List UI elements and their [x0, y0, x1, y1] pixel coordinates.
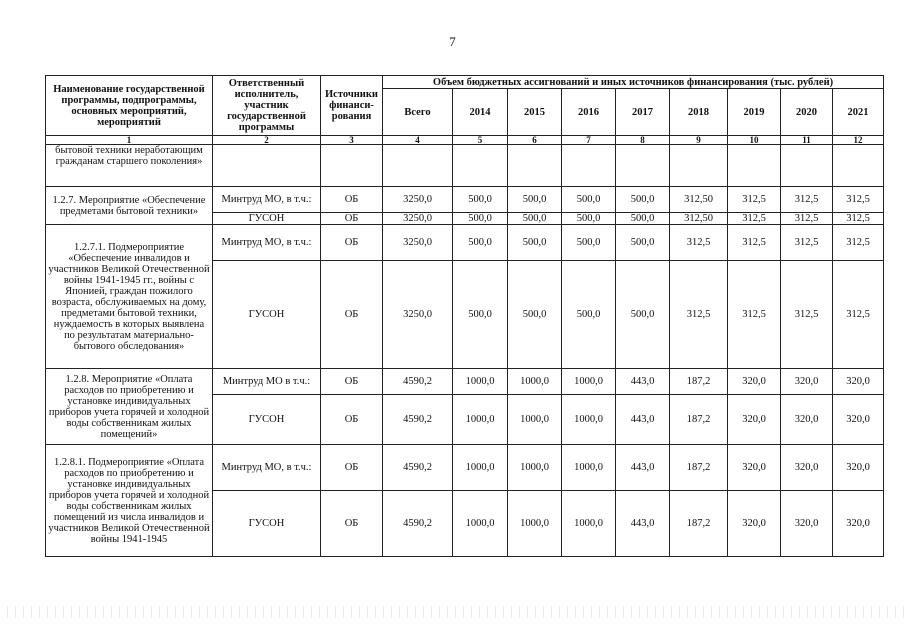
row-value: 443,0	[616, 491, 670, 557]
row-value: 312,5	[728, 187, 781, 213]
row-value: 500,0	[508, 213, 562, 225]
row-value: 320,0	[781, 395, 833, 445]
header-funding-group: Объем бюджетных ассигнований и иных источников финансирования (тыс. рублей)	[383, 76, 884, 89]
row-executor: ГУСОН	[213, 395, 321, 445]
row-value: 312,5	[833, 213, 884, 225]
row-value: 4590,2	[383, 369, 453, 395]
header-year: 2021	[833, 89, 884, 136]
row-executor: Минтруд МО в т.ч.:	[213, 369, 321, 395]
header-name: Наименование государственной программы, подпрограммы, основных мероприятий, мероприятий	[46, 76, 213, 136]
row-value: 443,0	[616, 369, 670, 395]
row-source: ОБ	[321, 369, 383, 395]
row-value: 500,0	[453, 187, 508, 213]
row-value: 312,5	[781, 213, 833, 225]
row-value: 500,0	[562, 225, 616, 261]
row-value	[833, 145, 884, 187]
row-executor	[213, 145, 321, 187]
page-number: 7	[449, 34, 456, 49]
row-value: 1000,0	[508, 445, 562, 491]
row-value: 320,0	[833, 395, 884, 445]
row-value: 187,2	[670, 395, 728, 445]
row-value: 443,0	[616, 445, 670, 491]
row-value: 312,5	[670, 261, 728, 369]
column-number: 8	[616, 136, 670, 145]
row-value: 312,5	[728, 225, 781, 261]
row-value: 1000,0	[562, 445, 616, 491]
row-value: 320,0	[728, 369, 781, 395]
row-value: 4590,2	[383, 491, 453, 557]
column-number: 12	[833, 136, 884, 145]
row-value: 500,0	[508, 261, 562, 369]
row-value: 3250,0	[383, 213, 453, 225]
row-value: 500,0	[562, 261, 616, 369]
row-source: ОБ	[321, 491, 383, 557]
column-number: 9	[670, 136, 728, 145]
row-executor: ГУСОН	[213, 213, 321, 225]
row-value: 312,5	[670, 225, 728, 261]
row-value: 312,5	[781, 225, 833, 261]
column-number: 3	[321, 136, 383, 145]
row-executor: Минтруд МО, в т.ч.:	[213, 225, 321, 261]
row-value: 500,0	[453, 261, 508, 369]
row-value	[453, 145, 508, 187]
row-name: 1.2.7. Мероприятие «Обеспечение предметами бытовой техники»	[46, 187, 213, 225]
row-value: 500,0	[453, 213, 508, 225]
column-number: 4	[383, 136, 453, 145]
row-source: ОБ	[321, 261, 383, 369]
column-number: 7	[562, 136, 616, 145]
row-source: ОБ	[321, 445, 383, 491]
row-value: 312,5	[833, 261, 884, 369]
column-number: 2	[213, 136, 321, 145]
column-number: 5	[453, 136, 508, 145]
scan-noise	[0, 606, 905, 618]
row-value: 320,0	[833, 491, 884, 557]
table-row	[46, 225, 884, 261]
row-name: бытовой техники неработающим гражданам старшего поколения»	[46, 145, 213, 187]
row-value: 1000,0	[562, 491, 616, 557]
row-value: 500,0	[616, 225, 670, 261]
row-value: 320,0	[728, 445, 781, 491]
row-value	[562, 145, 616, 187]
row-value: 500,0	[508, 225, 562, 261]
row-value: 500,0	[453, 225, 508, 261]
row-value: 320,0	[833, 445, 884, 491]
row-value: 443,0	[616, 395, 670, 445]
row-value: 500,0	[616, 213, 670, 225]
header-year: 2018	[670, 89, 728, 136]
row-value: 1000,0	[453, 445, 508, 491]
row-value	[383, 145, 453, 187]
column-number: 6	[508, 136, 562, 145]
budget-table	[45, 75, 884, 557]
row-value	[781, 145, 833, 187]
row-value: 320,0	[781, 445, 833, 491]
row-value: 500,0	[562, 213, 616, 225]
row-value: 3250,0	[383, 261, 453, 369]
row-value: 1000,0	[508, 491, 562, 557]
row-source: ОБ	[321, 213, 383, 225]
row-value: 312,5	[833, 187, 884, 213]
row-source	[321, 145, 383, 187]
header-year: 2019	[728, 89, 781, 136]
row-value: 320,0	[728, 395, 781, 445]
row-value: 312,5	[781, 261, 833, 369]
row-executor: ГУСОН	[213, 491, 321, 557]
row-value: 4590,2	[383, 445, 453, 491]
column-number: 10	[728, 136, 781, 145]
header-year: 2020	[781, 89, 833, 136]
row-source: ОБ	[321, 187, 383, 213]
row-executor: ГУСОН	[213, 261, 321, 369]
row-source: ОБ	[321, 395, 383, 445]
row-value: 187,2	[670, 445, 728, 491]
row-value: 187,2	[670, 491, 728, 557]
row-value: 3250,0	[383, 187, 453, 213]
row-value: 312,5	[728, 261, 781, 369]
row-value: 500,0	[616, 261, 670, 369]
row-value	[616, 145, 670, 187]
row-source: ОБ	[321, 225, 383, 261]
row-value: 1000,0	[453, 395, 508, 445]
row-value: 1000,0	[508, 395, 562, 445]
row-value: 1000,0	[453, 491, 508, 557]
row-value	[728, 145, 781, 187]
row-value: 4590,2	[383, 395, 453, 445]
row-name: 1.2.8. Мероприятие «Оплата расходов по приобретению и установке индивидуальных приборов учета горячей и холодной воды собственникам жилых помещений»	[46, 369, 213, 445]
column-number: 11	[781, 136, 833, 145]
row-value: 1000,0	[508, 369, 562, 395]
table-row	[46, 145, 884, 187]
row-executor: Минтруд МО, в т.ч.:	[213, 445, 321, 491]
row-value: 187,2	[670, 369, 728, 395]
row-value: 312,5	[833, 225, 884, 261]
row-value: 500,0	[562, 187, 616, 213]
header-year: 2014	[453, 89, 508, 136]
header-total: Всего	[383, 89, 453, 136]
header-year: 2015	[508, 89, 562, 136]
row-value: 500,0	[616, 187, 670, 213]
row-value: 500,0	[508, 187, 562, 213]
row-value: 320,0	[728, 491, 781, 557]
row-name: 1.2.7.1. Подмероприятие «Обеспечение инвалидов и участников Великой Отечественной войны 1941-1945 гг., войны с Японией, граждан пожилого возраста, обслуживаемых на дому, предметами бытовой техники, нуждаемость в которых выявлена по результатам материально-бытового обследования»	[46, 225, 213, 369]
row-value: 312,50	[670, 187, 728, 213]
row-value: 1000,0	[562, 395, 616, 445]
table-row	[46, 187, 884, 213]
row-executor: Минтруд МО, в т.ч.:	[213, 187, 321, 213]
column-number: 1	[46, 136, 213, 145]
header-year: 2017	[616, 89, 670, 136]
row-value: 320,0	[781, 491, 833, 557]
row-value: 3250,0	[383, 225, 453, 261]
row-value: 1000,0	[562, 369, 616, 395]
row-value: 320,0	[781, 369, 833, 395]
header-year: 2016	[562, 89, 616, 136]
row-value: 320,0	[833, 369, 884, 395]
row-value: 312,50	[670, 213, 728, 225]
row-value: 312,5	[728, 213, 781, 225]
table-row	[46, 445, 884, 491]
table-row	[46, 369, 884, 395]
row-value: 312,5	[781, 187, 833, 213]
header-executor: Ответственный исполнитель, участник государственной программы	[213, 76, 321, 136]
row-value	[670, 145, 728, 187]
row-value	[508, 145, 562, 187]
header-source: Источники финанси-рования	[321, 76, 383, 136]
row-value: 1000,0	[453, 369, 508, 395]
row-name: 1.2.8.1. Подмероприятие «Оплата расходов по приобретению и установке индивидуальных приборов учета горячей и холодной воды собственникам жилых помещений из числа инвалидов и участников Великой Отечественной войны 1941-1945	[46, 445, 213, 557]
